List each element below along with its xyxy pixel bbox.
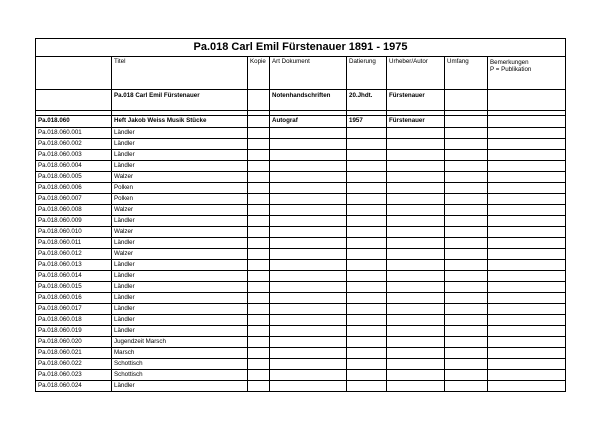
cell-umfang [445, 337, 488, 348]
cell-titel: Walzer [112, 172, 248, 183]
cell-kopie [248, 249, 270, 260]
cell-kopie [248, 161, 270, 172]
cell-umfang [445, 183, 488, 194]
cell-datierung [347, 172, 387, 183]
cell-datierung [347, 194, 387, 205]
cell-bemerkungen [488, 381, 566, 392]
cell-urheber [387, 304, 445, 315]
cell-art [270, 238, 347, 249]
cell-signatur: Pa.018.060.009 [36, 216, 112, 227]
cell-kopie [248, 304, 270, 315]
table-row [36, 194, 566, 205]
cell-bemerkungen [488, 315, 566, 326]
cell-art [270, 348, 347, 359]
cell-urheber [387, 216, 445, 227]
header-art-dokument: Art Dokument [270, 57, 347, 90]
table-row [36, 172, 566, 183]
collection-signatur [36, 90, 112, 111]
cell-datierung [347, 128, 387, 139]
table-row [36, 260, 566, 271]
cell-titel: Walzer [112, 205, 248, 216]
cell-datierung [347, 381, 387, 392]
cell-bemerkungen [488, 293, 566, 304]
cell-kopie [248, 150, 270, 161]
header-kopie: Kopie [248, 57, 270, 90]
cell-datierung [347, 238, 387, 249]
cell-bemerkungen [488, 326, 566, 337]
cell-umfang [445, 370, 488, 381]
table-row [36, 337, 566, 348]
cell-signatur: Pa.018.060.003 [36, 150, 112, 161]
cell-signatur: Pa.018.060.013 [36, 260, 112, 271]
table-row [36, 293, 566, 304]
cell-signatur: Pa.018.060.015 [36, 282, 112, 293]
inventory-table [35, 38, 566, 392]
cell-art [270, 271, 347, 282]
cell-signatur: Pa.018.060.004 [36, 161, 112, 172]
collection-titel: Pa.018 Carl Emil Fürstenauer [112, 90, 248, 111]
cell-urheber [387, 337, 445, 348]
cell-umfang [445, 293, 488, 304]
cell-signatur: Pa.018.060.002 [36, 139, 112, 150]
cell-kopie [248, 260, 270, 271]
cell-urheber [387, 172, 445, 183]
table-row [36, 381, 566, 392]
cell-signatur: Pa.018.060.005 [36, 172, 112, 183]
cell-bemerkungen [488, 227, 566, 238]
cell-umfang [445, 260, 488, 271]
cell-kopie [248, 183, 270, 194]
cell-urheber [387, 326, 445, 337]
cell-kopie [248, 271, 270, 282]
cell-art [270, 216, 347, 227]
cell-urheber [387, 227, 445, 238]
cell-datierung [347, 359, 387, 370]
section-bemerkungen [488, 116, 566, 128]
cell-kopie [248, 205, 270, 216]
cell-signatur: Pa.018.060.019 [36, 326, 112, 337]
cell-signatur: Pa.018.060.021 [36, 348, 112, 359]
cell-signatur: Pa.018.060.012 [36, 249, 112, 260]
cell-signatur: Pa.018.060.010 [36, 227, 112, 238]
cell-umfang [445, 161, 488, 172]
cell-titel: Ländler [112, 260, 248, 271]
cell-urheber [387, 183, 445, 194]
cell-kopie [248, 172, 270, 183]
cell-bemerkungen [488, 150, 566, 161]
cell-art [270, 205, 347, 216]
cell-signatur: Pa.018.060.014 [36, 271, 112, 282]
cell-datierung [347, 315, 387, 326]
section-row [36, 116, 566, 128]
table-row [36, 238, 566, 249]
section-titel: Heft Jakob Weiss Musik Stücke [112, 116, 248, 128]
cell-titel: Ländler [112, 326, 248, 337]
collection-bemerkungen [488, 90, 566, 111]
cell-umfang [445, 282, 488, 293]
collection-umfang [445, 90, 488, 111]
table-row [36, 348, 566, 359]
header-urheber: Urheber/Autor [387, 57, 445, 90]
cell-datierung [347, 249, 387, 260]
cell-kopie [248, 128, 270, 139]
table-row [36, 304, 566, 315]
cell-signatur: Pa.018.060.022 [36, 359, 112, 370]
cell-titel: Marsch [112, 348, 248, 359]
cell-art [270, 370, 347, 381]
cell-datierung [347, 260, 387, 271]
table-row [36, 183, 566, 194]
cell-datierung [347, 348, 387, 359]
cell-kopie [248, 227, 270, 238]
cell-kopie [248, 238, 270, 249]
table-row [36, 150, 566, 161]
cell-umfang [445, 326, 488, 337]
cell-urheber [387, 150, 445, 161]
document-title: Pa.018 Carl Emil Fürstenauer 1891 - 1975 [36, 39, 566, 57]
header-datierung: Datierung [347, 57, 387, 90]
table-row [36, 271, 566, 282]
cell-kopie [248, 381, 270, 392]
table-row [36, 139, 566, 150]
cell-datierung [347, 370, 387, 381]
cell-urheber [387, 282, 445, 293]
cell-art [270, 150, 347, 161]
cell-urheber [387, 359, 445, 370]
cell-art [270, 282, 347, 293]
cell-bemerkungen [488, 194, 566, 205]
inventory-sheet [35, 38, 565, 392]
cell-signatur: Pa.018.060.011 [36, 238, 112, 249]
table-row [36, 205, 566, 216]
cell-bemerkungen [488, 271, 566, 282]
cell-signatur: Pa.018.060.008 [36, 205, 112, 216]
cell-datierung [347, 183, 387, 194]
cell-art [270, 381, 347, 392]
cell-kopie [248, 139, 270, 150]
cell-datierung [347, 337, 387, 348]
cell-umfang [445, 249, 488, 260]
cell-kopie [248, 293, 270, 304]
cell-titel: Schottisch [112, 370, 248, 381]
table-row [36, 282, 566, 293]
header-umfang: Umfang [445, 57, 488, 90]
cell-umfang [445, 271, 488, 282]
cell-signatur: Pa.018.060.016 [36, 293, 112, 304]
cell-urheber [387, 194, 445, 205]
collection-urheber: Fürstenauer [387, 90, 445, 111]
section-urheber: Fürstenauer [387, 116, 445, 128]
cell-kopie [248, 282, 270, 293]
cell-art [270, 139, 347, 150]
cell-bemerkungen [488, 359, 566, 370]
cell-datierung [347, 271, 387, 282]
cell-umfang [445, 227, 488, 238]
cell-umfang [445, 205, 488, 216]
cell-bemerkungen [488, 249, 566, 260]
cell-umfang [445, 128, 488, 139]
cell-bemerkungen [488, 161, 566, 172]
cell-datierung [347, 282, 387, 293]
table-row [36, 315, 566, 326]
cell-titel: Ländler [112, 161, 248, 172]
table-row [36, 370, 566, 381]
cell-signatur: Pa.018.060.024 [36, 381, 112, 392]
cell-umfang [445, 139, 488, 150]
cell-bemerkungen [488, 139, 566, 150]
cell-urheber [387, 293, 445, 304]
cell-urheber [387, 128, 445, 139]
table-row [36, 161, 566, 172]
cell-titel: Ländler [112, 150, 248, 161]
cell-kopie [248, 315, 270, 326]
cell-bemerkungen [488, 370, 566, 381]
cell-titel: Ländler [112, 315, 248, 326]
cell-art [270, 183, 347, 194]
cell-urheber [387, 161, 445, 172]
cell-art [270, 315, 347, 326]
cell-bemerkungen [488, 304, 566, 315]
section-signatur: Pa.018.060 [36, 116, 112, 128]
cell-signatur: Pa.018.060.001 [36, 128, 112, 139]
cell-umfang [445, 150, 488, 161]
cell-art [270, 304, 347, 315]
cell-urheber [387, 381, 445, 392]
cell-bemerkungen [488, 216, 566, 227]
cell-titel: Ländler [112, 304, 248, 315]
cell-umfang [445, 194, 488, 205]
cell-datierung [347, 205, 387, 216]
cell-umfang [445, 216, 488, 227]
cell-art [270, 293, 347, 304]
header-bemerkungen [488, 57, 566, 90]
collection-kopie [248, 90, 270, 111]
table-row [36, 326, 566, 337]
cell-art [270, 172, 347, 183]
cell-kopie [248, 359, 270, 370]
cell-kopie [248, 216, 270, 227]
cell-datierung [347, 304, 387, 315]
cell-signatur: Pa.018.060.023 [36, 370, 112, 381]
cell-art [270, 128, 347, 139]
section-umfang [445, 116, 488, 128]
cell-umfang [445, 172, 488, 183]
cell-art [270, 194, 347, 205]
header-row [36, 57, 566, 90]
cell-umfang [445, 381, 488, 392]
section-datierung: 1957 [347, 116, 387, 128]
table-row [36, 128, 566, 139]
collection-datierung: 20.Jhdt. [347, 90, 387, 111]
cell-datierung [347, 150, 387, 161]
collection-art: Notenhandschriften [270, 90, 347, 111]
collection-row [36, 90, 566, 111]
cell-datierung [347, 326, 387, 337]
cell-titel: Ländler [112, 282, 248, 293]
cell-art [270, 161, 347, 172]
cell-signatur: Pa.018.060.007 [36, 194, 112, 205]
cell-urheber [387, 238, 445, 249]
cell-art [270, 337, 347, 348]
cell-titel: Walzer [112, 227, 248, 238]
header-titel: Titel [112, 57, 248, 90]
cell-urheber [387, 249, 445, 260]
cell-titel: Ländler [112, 128, 248, 139]
cell-titel: Ländler [112, 216, 248, 227]
cell-urheber [387, 348, 445, 359]
cell-urheber [387, 139, 445, 150]
cell-titel: Polken [112, 183, 248, 194]
cell-kopie [248, 326, 270, 337]
cell-titel: Ländler [112, 238, 248, 249]
cell-bemerkungen [488, 337, 566, 348]
cell-art [270, 359, 347, 370]
cell-urheber [387, 260, 445, 271]
cell-art [270, 249, 347, 260]
cell-signatur: Pa.018.060.020 [36, 337, 112, 348]
cell-umfang [445, 238, 488, 249]
cell-titel: Polken [112, 194, 248, 205]
cell-bemerkungen [488, 128, 566, 139]
cell-bemerkungen [488, 205, 566, 216]
cell-umfang [445, 315, 488, 326]
cell-urheber [387, 271, 445, 282]
cell-datierung [347, 227, 387, 238]
section-art: Autograf [270, 116, 347, 128]
cell-kopie [248, 194, 270, 205]
section-kopie [248, 116, 270, 128]
cell-titel: Walzer [112, 249, 248, 260]
cell-bemerkungen [488, 183, 566, 194]
cell-art [270, 260, 347, 271]
cell-bemerkungen [488, 348, 566, 359]
table-row [36, 249, 566, 260]
cell-signatur: Pa.018.060.006 [36, 183, 112, 194]
cell-art [270, 227, 347, 238]
cell-titel: Ländler [112, 381, 248, 392]
table-row [36, 359, 566, 370]
cell-datierung [347, 161, 387, 172]
cell-bemerkungen [488, 238, 566, 249]
cell-kopie [248, 337, 270, 348]
cell-titel: Ländler [112, 271, 248, 282]
cell-umfang [445, 359, 488, 370]
cell-datierung [347, 216, 387, 227]
cell-signatur: Pa.018.060.017 [36, 304, 112, 315]
cell-titel: Schottisch [112, 359, 248, 370]
cell-bemerkungen [488, 260, 566, 271]
cell-urheber [387, 205, 445, 216]
header-signatur [36, 57, 112, 90]
cell-datierung [347, 139, 387, 150]
header-bemerkungen-label: Bemerkungen [490, 59, 529, 66]
cell-urheber [387, 315, 445, 326]
cell-art [270, 326, 347, 337]
cell-signatur: Pa.018.060.018 [36, 315, 112, 326]
header-bemerkungen-note: P = Publikation [490, 66, 532, 74]
cell-datierung [347, 293, 387, 304]
cell-titel: Ländler [112, 139, 248, 150]
table-row [36, 216, 566, 227]
cell-urheber [387, 370, 445, 381]
cell-bemerkungen [488, 172, 566, 183]
cell-umfang [445, 304, 488, 315]
cell-titel: Jugendzeit Marsch [112, 337, 248, 348]
cell-titel: Ländler [112, 293, 248, 304]
cell-umfang [445, 348, 488, 359]
table-row [36, 227, 566, 238]
cell-kopie [248, 370, 270, 381]
cell-kopie [248, 348, 270, 359]
cell-bemerkungen [488, 282, 566, 293]
